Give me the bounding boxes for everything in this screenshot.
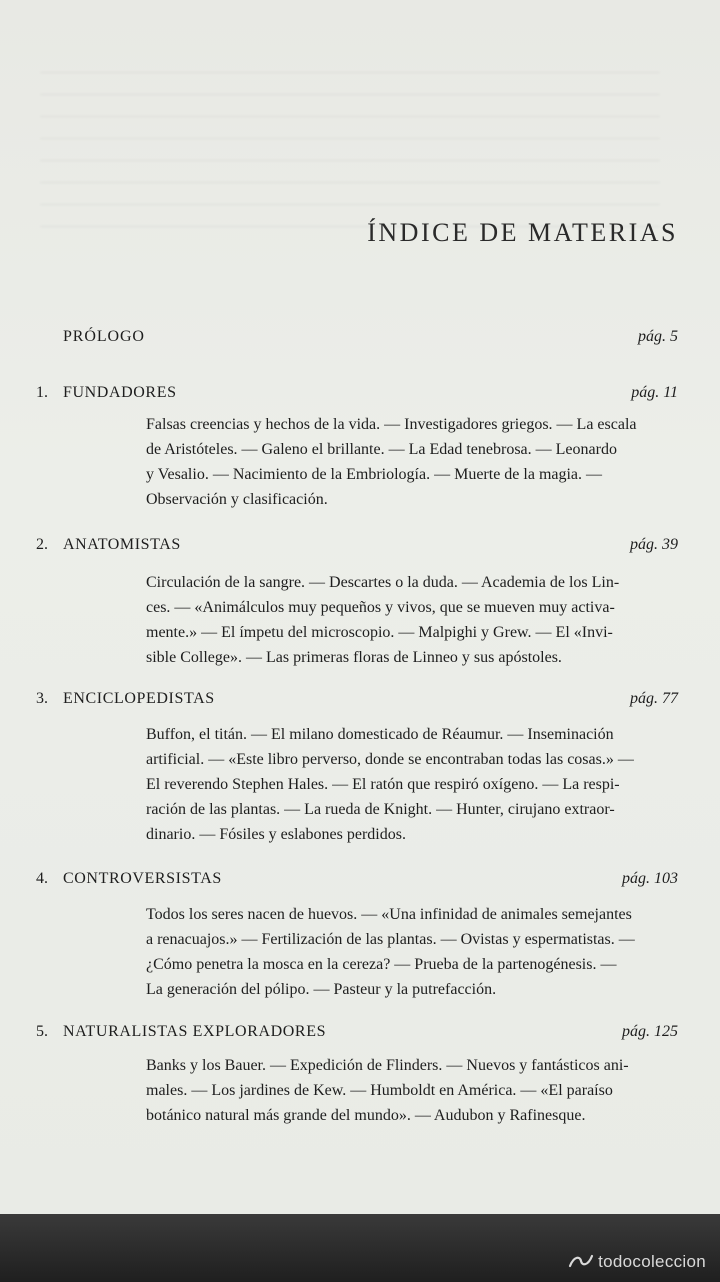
toc-label: PRÓLOGO — [63, 328, 145, 345]
chapter-page: pág. 103 — [622, 870, 678, 887]
summary-line: males. — Los jardines de Kew. — Humboldt en América. — «El paraíso — [146, 1082, 613, 1099]
watermark-logo-icon — [568, 1254, 594, 1268]
summary-line: ces. — «Animálculos muy pequeños y vivos, que se mueven muy activa- — [146, 599, 615, 616]
chapter-title: NATURALISTAS EXPLORADORES — [63, 1023, 327, 1040]
chapter-title: ENCICLOPEDISTAS — [63, 690, 215, 707]
summary-line: Observación y clasificación. — [146, 491, 328, 508]
toc-entry-chapter — [0, 536, 720, 666]
toc-page: pág. 5 — [638, 328, 678, 345]
summary-line: ración de las plantas. — La rueda de Knight. — Hunter, cirujano extraor- — [146, 801, 615, 818]
watermark-text: todocoleccion — [598, 1252, 706, 1271]
chapter-summary — [146, 902, 682, 1002]
table-surface — [0, 1214, 720, 1282]
chapter-page: pág. 39 — [630, 536, 678, 553]
show-through-text — [40, 60, 660, 230]
summary-line: mente.» — El ímpetu del microscopio. — Malpighi y Grew. — El «Invi- — [146, 624, 613, 641]
chapter-title: FUNDADORES — [63, 384, 177, 401]
summary-line: ¿Cómo penetra la mosca en la cereza? — Prueba de la partenogénesis. — — [146, 956, 617, 973]
chapter-number: 1. — [36, 384, 48, 401]
summary-line: Todos los seres nacen de huevos. — «Una infinidad de animales semejantes — [146, 906, 632, 923]
chapter-number: 5. — [36, 1023, 48, 1040]
summary-line: Buffon, el titán. — El milano domesticado de Réaumur. — Inseminación — [146, 726, 614, 743]
summary-line: y Vesalio. — Nacimiento de la Embriología. — Muerte de la magia. — — [146, 466, 603, 483]
summary-line: Falsas creencias y hechos de la vida. — Investigadores griegos. — La escala — [146, 416, 637, 433]
chapter-summary — [146, 722, 682, 847]
chapter-title: CONTROVERSISTAS — [63, 870, 222, 887]
chapter-page: pág. 125 — [622, 1023, 678, 1040]
toc-entry-chapter — [0, 870, 720, 998]
summary-line: Banks y los Bauer. — Expedición de Flinders. — Nuevos y fantásticos ani- — [146, 1057, 629, 1074]
chapter-title: ANATOMISTAS — [63, 536, 181, 553]
chapter-number: 3. — [36, 690, 48, 707]
toc-entry-chapter — [0, 1023, 720, 1124]
summary-line: La generación del pólipo. — Pasteur y la putrefacción. — [146, 981, 497, 998]
summary-line: artificial. — «Este libro perverso, donde se encontraban todas las cosas.» — — [146, 751, 634, 768]
page-title: ÍNDICE DE MATERIAS — [367, 218, 678, 247]
summary-line: botánico natural más grande del mundo». — Audubon y Rafinesque. — [146, 1107, 586, 1124]
chapter-summary — [146, 1053, 682, 1128]
chapter-number: 2. — [36, 536, 48, 553]
chapter-summary — [146, 412, 682, 512]
chapter-page: pág. 77 — [630, 690, 678, 707]
chapter-page: pág. 11 — [631, 384, 678, 401]
summary-line: sible College». — Las primeras floras de Linneo y sus apóstoles. — [146, 649, 562, 666]
summary-line: dinario. — Fósiles y eslabones perdidos. — [146, 826, 406, 843]
summary-line: Circulación de la sangre. — Descartes o la duda. — Academia de los Lin- — [146, 574, 620, 591]
chapter-summary — [146, 570, 682, 670]
toc-entry-chapter — [0, 690, 720, 843]
toc-entry-chapter — [0, 384, 720, 508]
toc-entry-prologo — [0, 328, 720, 356]
summary-line: a renacuajos.» — Fertilización de las plantas. — Ovistas y espermatistas. — — [146, 931, 635, 948]
chapter-number: 4. — [36, 870, 48, 887]
summary-line: El reverendo Stephen Hales. — El ratón que respiró oxígeno. — La respi- — [146, 776, 620, 793]
watermark — [568, 1252, 706, 1272]
summary-line: de Aristóteles. — Galeno el brillante. — La Edad tenebrosa. — Leonardo — [146, 441, 617, 458]
